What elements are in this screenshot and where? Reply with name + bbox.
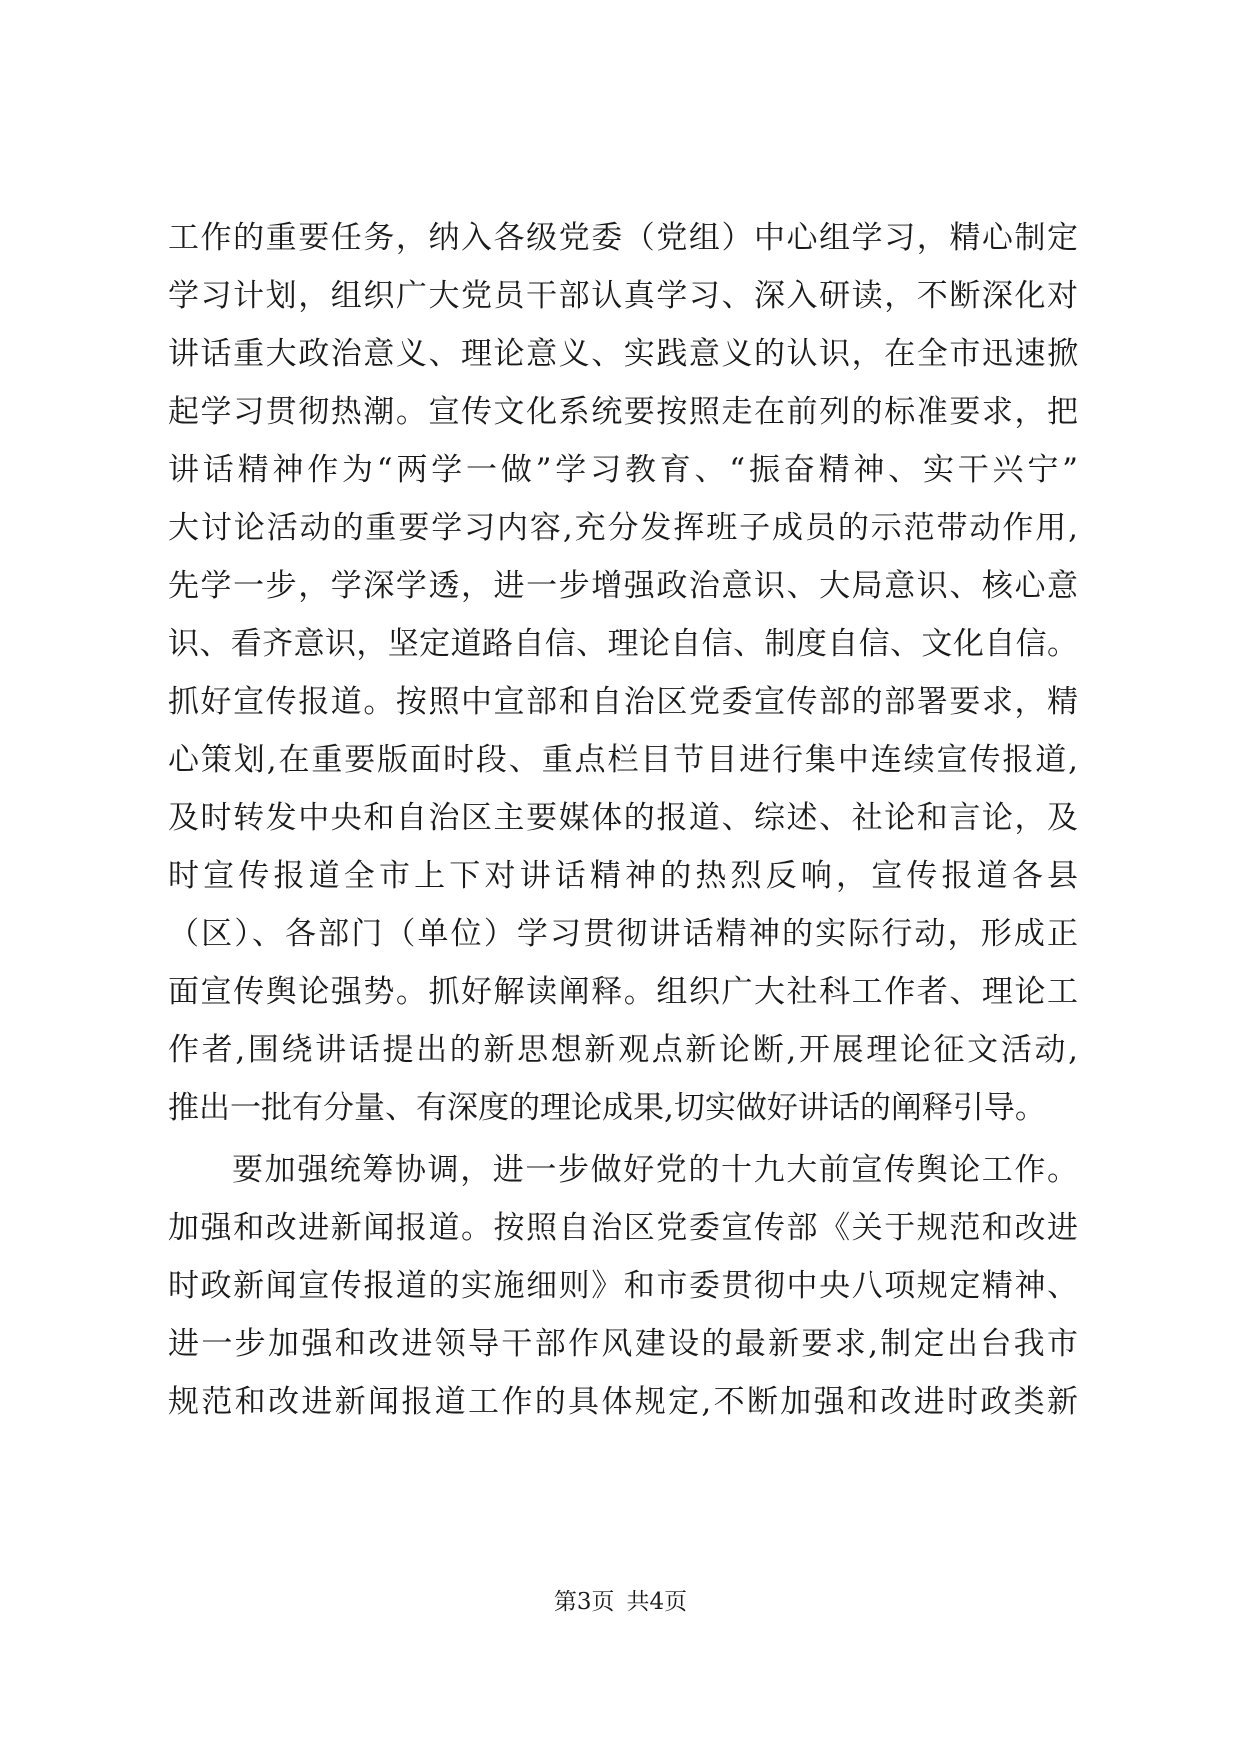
text-line-6: 大讨论活动的重要学习内容,充分发挥班子成员的示范带动作用, [168, 510, 1078, 546]
text-line-7: 先学一步，学深学透，进一步增强政治意识、大局意识、核心意 [168, 568, 1078, 604]
text-line-21: 规范和改进新闻报道工作的具体规定,不断加强和改进时政类新 [168, 1384, 1078, 1420]
text-line-18: 加强和改进新闻报道。按照自治区党委宣传部《关于规范和改进 [168, 1210, 1078, 1246]
text-line-19: 时政新闻宣传报道的实施细则》和市委贯彻中央八项规定精神、 [168, 1268, 1078, 1304]
text-line-14: 面宣传舆论强势。抓好解读阐释。组织广大社科工作者、理论工 [168, 974, 1078, 1010]
text-line-15: 作者,围绕讲话提出的新思想新观点新论断,开展理论征文活动, [168, 1032, 1078, 1068]
page-footer [0, 1585, 1241, 1619]
text-line-5: 讲话精神作为“两学一做”学习教育、“振奋精神、实干兴宁” [168, 452, 1078, 488]
text-line-10: 心策划,在重要版面时段、重点栏目节目进行集中连续宣传报道, [168, 742, 1078, 778]
text-line-16: 推出一批有分量、有深度的理论成果,切实做好讲话的阐释引导。 [168, 1090, 1046, 1126]
page-total: 共4页 [626, 1589, 688, 1615]
text-line-9: 抓好宣传报道。按照中宣部和自治区党委宣传部的部署要求，精 [168, 684, 1078, 720]
text-line-13: （区）、各部门（单位）学习贯彻讲话精神的实际行动，形成正 [168, 916, 1078, 952]
text-line-2: 学习计划，组织广大党员干部认真学习、深入研读，不断深化对 [168, 278, 1078, 314]
page-number: 第3页 [553, 1589, 615, 1615]
text-line-8: 识、看齐意识，坚定道路自信、理论自信、制度自信、文化自信。 [168, 626, 1078, 662]
paragraph-start-line: 要加强统筹协调，进一步做好党的十九大前宣传舆论工作。 [232, 1152, 1078, 1188]
text-line-3: 讲话重大政治意义、理论意义、实践意义的认识，在全市迅速掀 [168, 336, 1078, 372]
text-line-12: 时宣传报道全市上下对讲话精神的热烈反响，宣传报道各县 [168, 858, 1078, 894]
text-line-4: 起学习贯彻热潮。宣传文化系统要按照走在前列的标准要求，把 [168, 394, 1078, 430]
text-line-20: 进一步加强和改进领导干部作风建设的最新要求,制定出台我市 [168, 1326, 1078, 1362]
text-line-1: 工作的重要任务，纳入各级党委（党组）中心组学习，精心制定 [168, 220, 1078, 256]
text-line-11: 及时转发中央和自治区主要媒体的报道、综述、社论和言论，及 [168, 800, 1078, 836]
